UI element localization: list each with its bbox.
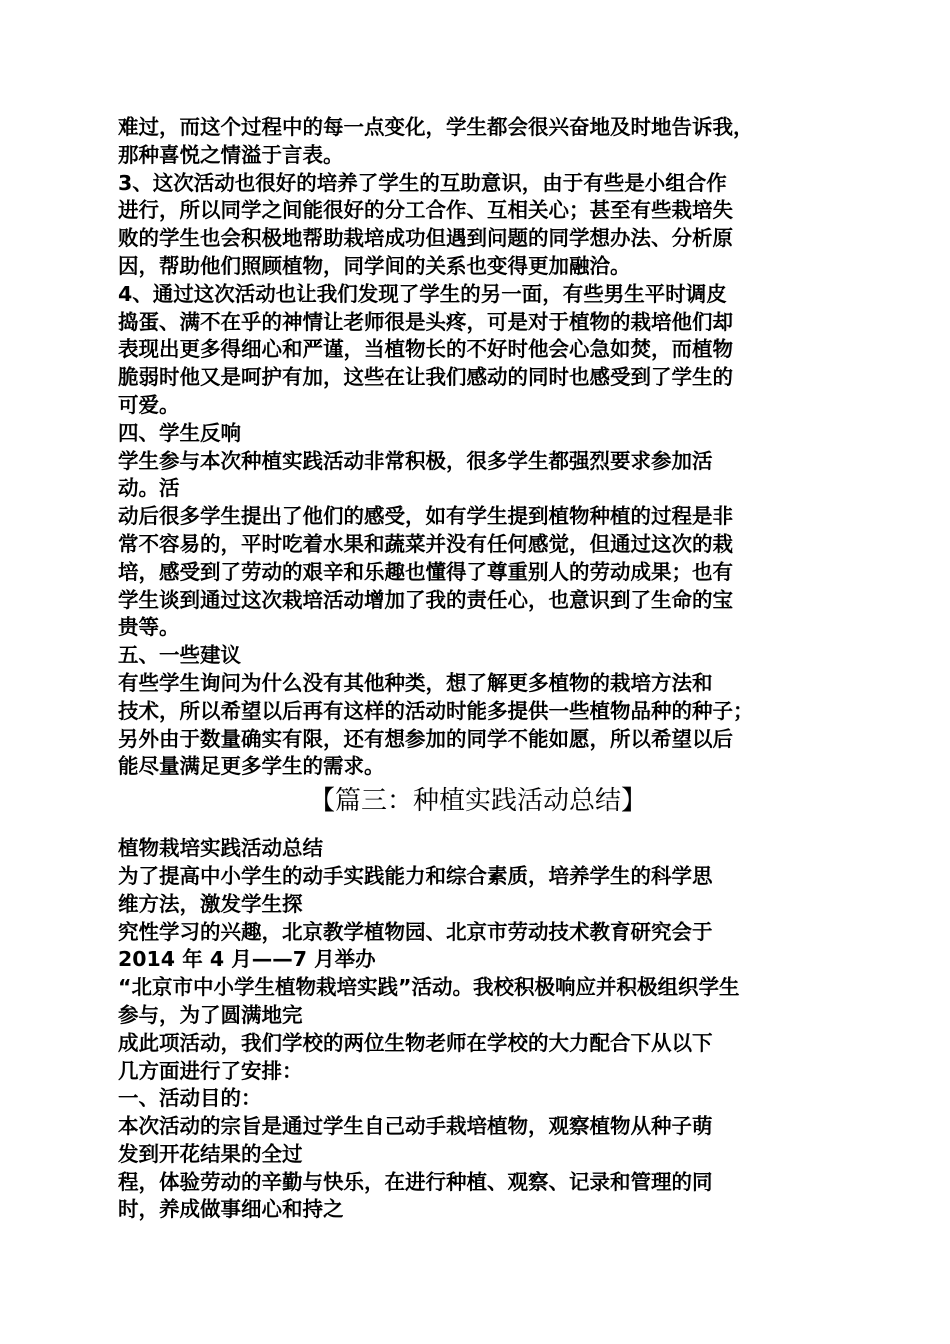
text-line: 成此项活动，我们学校的两位生物老师在学校的大力配合下从以下 <box>118 1030 713 1055</box>
text-line: 培，感受到了劳动的艰辛和乐趣也懂得了尊重别人的劳动成果；也有 <box>118 559 733 584</box>
text-line: 能尽量满足更多学生的需求。 <box>118 754 385 779</box>
text-line: 维方法，激发学生探 <box>118 891 303 916</box>
text-line: 因，帮助他们照顾植物，同学间的关系也变得更加融洽。 <box>118 253 631 278</box>
text-line: 3、这次活动也很好的培养了学生的互助意识，由于有些是小组合作 <box>118 170 727 195</box>
subtitle-line: 植物栽培实践活动总结 <box>118 836 323 861</box>
text-line: 常不容易的，平时吃着水果和蔬菜并没有任何感觉，但通过这次的栽 <box>118 531 733 556</box>
text-line: 学生谈到通过这次栽培活动增加了我的责任心，也意识到了生命的宝 <box>118 587 733 612</box>
text-line: 脆弱时他又是呵护有加，这些在让我们感动的同时也感受到了学生的 <box>118 365 733 390</box>
text-line: 进行，所以同学之间能很好的分工合作、互相关心；甚至有些栽培失 <box>118 198 733 223</box>
text-line: 究性学习的兴趣，北京教学植物园、北京市劳动技术教育研究会于 <box>118 919 713 944</box>
text-line: 时，养成做事细心和持之 <box>118 1197 344 1222</box>
text-line: 那种喜悦之情溢于言表。 <box>118 142 344 167</box>
text-line: 动后很多学生提出了他们的感受，如有学生提到植物种植的过程是非 <box>118 504 733 529</box>
text-line: 技术，所以希望以后再有这样的活动时能多提供一些植物品种的种子； <box>118 698 754 723</box>
section-title-student-response: 四、学生反响 <box>118 420 241 445</box>
text-line: 为了提高中小学生的动手实践能力和综合素质，培养学生的科学思 <box>118 863 713 888</box>
text-line: 2014 年 4 月——7 月举办 <box>118 947 376 972</box>
text-line: 贵等。 <box>118 615 180 640</box>
text-line: 参与，为了圆满地完 <box>118 1002 303 1027</box>
text-line: 几方面进行了安排： <box>118 1058 303 1083</box>
text-line: 发到开花结果的全过 <box>118 1141 303 1166</box>
text-line: 有些学生询问为什么没有其他种类，想了解更多植物的栽培方法和 <box>118 670 713 695</box>
text-line: 捣蛋、满不在乎的神情让老师很是头疼，可是对于植物的栽培他们却 <box>118 309 733 334</box>
text-line: “北京市中小学生植物栽培实践”活动。我校积极响应并积极组织学生 <box>118 975 740 1000</box>
section-heading: 【篇三：种植实践活动总结】 <box>308 786 647 817</box>
text-line: 另外由于数量确实有限，还有想参加的同学不能如愿，所以希望以后 <box>118 726 733 751</box>
text-line: 动。活 <box>118 476 180 501</box>
text-line: 可爱。 <box>118 392 180 417</box>
text-line: 4、通过这次活动也让我们发现了学生的另一面，有些男生平时调皮 <box>118 281 727 306</box>
section-title-purpose: 一、活动目的： <box>118 1086 262 1111</box>
text-line: 程，体验劳动的辛勤与快乐，在进行种植、观察、记录和管理的同 <box>118 1169 713 1194</box>
text-line: 难过，而这个过程中的每一点变化，学生都会很兴奋地及时地告诉我， <box>118 115 754 139</box>
document-page <box>118 114 838 1224</box>
text-line: 本次活动的宗旨是通过学生自己动手栽培植物，观察植物从种子萌 <box>118 1114 713 1139</box>
text-line: 败的学生也会积极地帮助栽培成功但遇到问题的同学想办法、分析原 <box>118 226 733 251</box>
text-line: 学生参与本次种植实践活动非常积极，很多学生都强烈要求参加活 <box>118 448 713 473</box>
section-title-suggestions: 五、一些建议 <box>118 643 241 668</box>
text-line: 表现出更多得细心和严谨，当植物长的不好时他会心急如焚，而植物 <box>118 337 733 362</box>
